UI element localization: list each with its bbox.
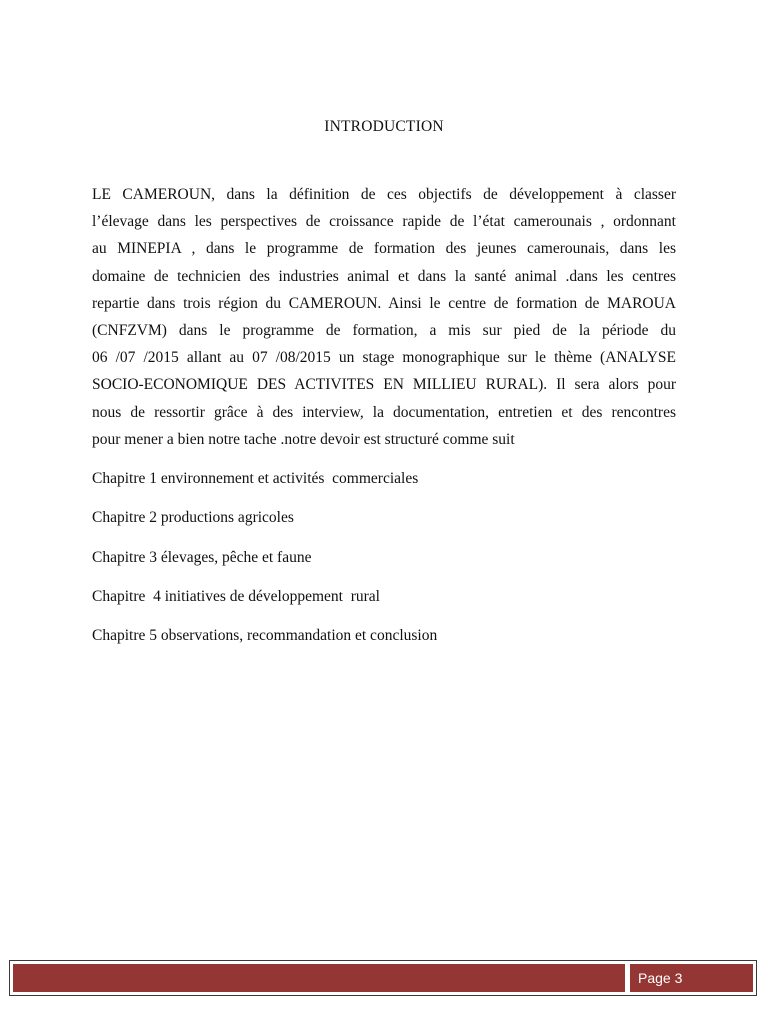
page-number: Page 3	[638, 970, 683, 986]
paragraph-line: pour mener a bien notre tache .notre devoir est structuré comme suit	[92, 430, 515, 448]
paragraph-line: l’élevage dans les perspectives de croissance rapide de l’état camerounais , ordonnant	[92, 213, 676, 231]
chapter-list	[92, 467, 437, 663]
chapter-item: Chapitre 4 initiatives de développement rural	[92, 587, 380, 605]
paragraph-line: repartie dans trois région du CAMEROUN. Ainsi le centre de formation de MAROUA	[92, 294, 676, 312]
page-footer	[9, 960, 757, 996]
footer-bar	[13, 964, 625, 992]
page-number-box	[630, 964, 753, 992]
paragraph-line: 06 /07 /2015 allant au 07 /08/2015 un stage monographique sur le thème (ANALYSE	[92, 349, 676, 367]
paragraph-line: au MINEPIA , dans le programme de formation des jeunes camerounais, dans les	[92, 240, 676, 258]
paragraph-line: domaine de technicien des industries animal et dans la santé animal .dans les centres	[92, 267, 676, 285]
chapter-item: Chapitre 2 productions agricoles	[92, 509, 294, 527]
paragraph-line: nous de ressortir grâce à des interview, la documentation, entretien et des rencontres	[92, 403, 676, 421]
page-title: INTRODUCTION	[324, 118, 444, 135]
introduction-paragraph	[92, 181, 676, 453]
chapter-item: Chapitre 1 environnement et activités commerciales	[92, 470, 419, 487]
paragraph-line: SOCIO-ECONOMIQUE DES ACTIVITES EN MILLIEU RURAL). Il sera alors pour	[92, 376, 676, 394]
chapter-item: Chapitre 3 élevages, pêche et faune	[92, 548, 312, 566]
chapter-item: Chapitre 5 observations, recommandation et conclusion	[92, 627, 438, 645]
paragraph-line: LE CAMEROUN, dans la définition de ces objectifs de développement à classer	[92, 186, 676, 203]
paragraph-line: (CNFZVM) dans le programme de formation, a mis sur pied de la période du	[92, 322, 676, 340]
